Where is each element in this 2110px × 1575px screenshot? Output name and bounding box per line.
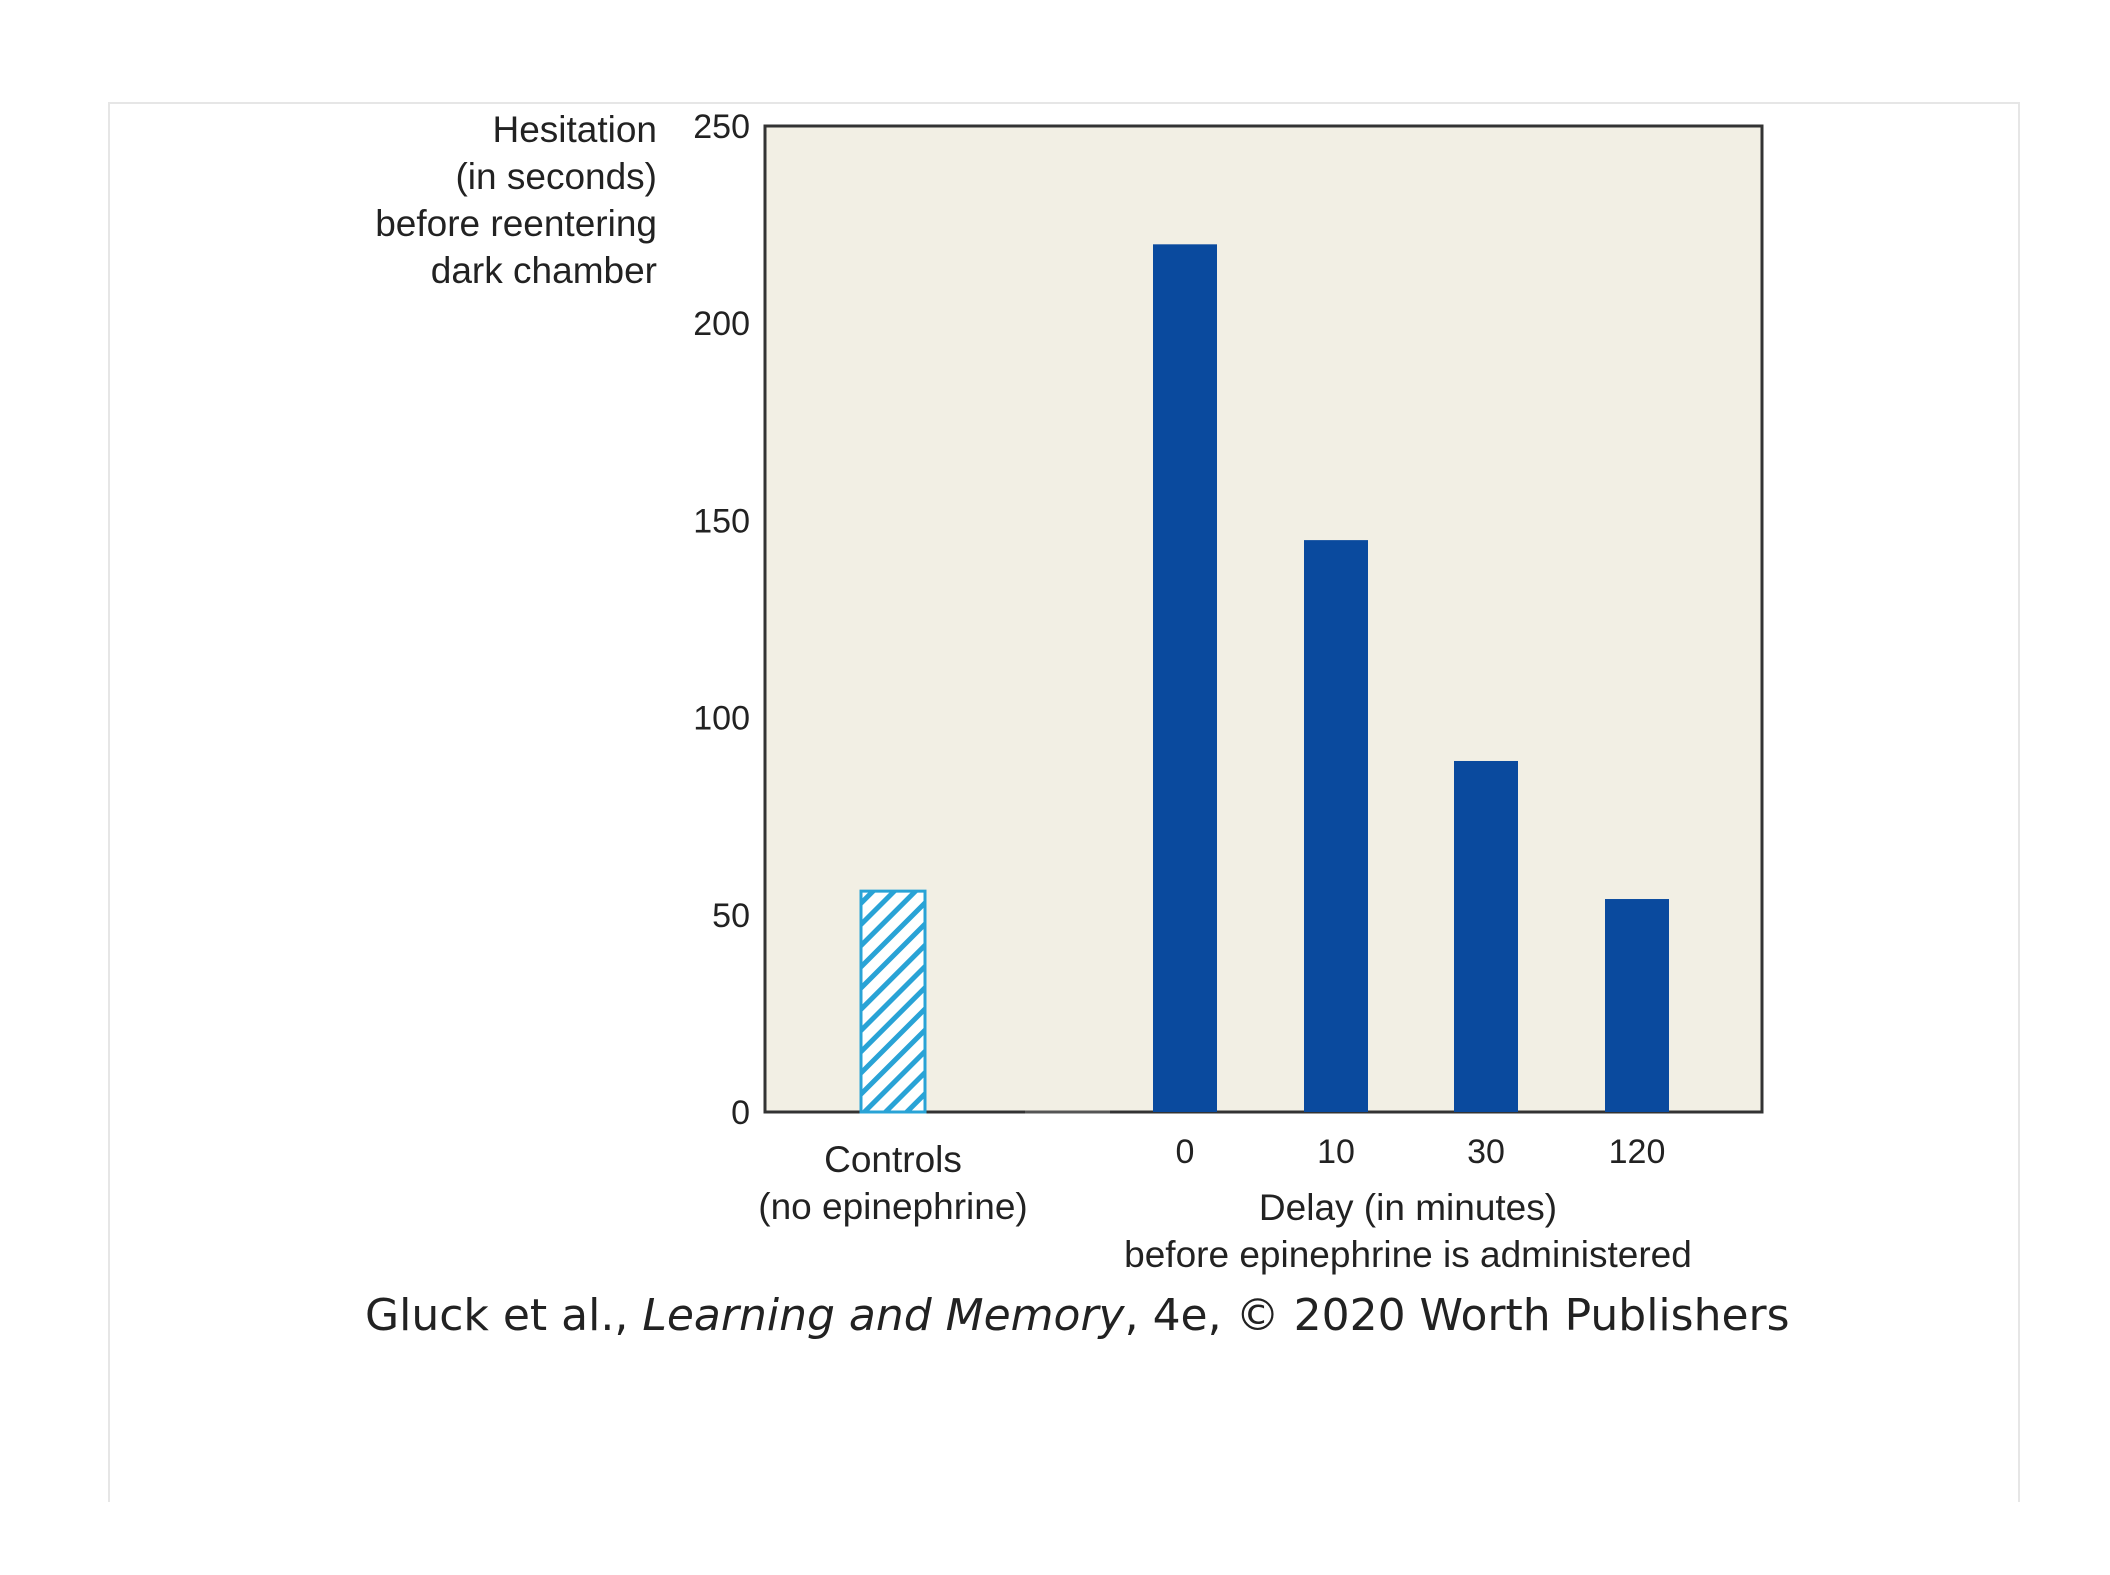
- credit-prefix: Gluck et al.,: [365, 1290, 643, 1341]
- credit-suffix: , 4e, © 2020 Worth Publishers: [1124, 1290, 1790, 1341]
- y-axis-title-line: dark chamber: [430, 250, 657, 291]
- bar: [1304, 540, 1368, 1112]
- y-axis-title-line: Hesitation: [492, 109, 657, 150]
- y-tick-label: 200: [693, 305, 750, 344]
- y-tick-label: 50: [712, 896, 750, 935]
- group-label-line: Delay (in minutes): [1258, 1187, 1558, 1228]
- x-tick-label: 120: [1608, 1133, 1666, 1171]
- x-tick-label: 10: [1317, 1133, 1355, 1171]
- group-label-line: before epinephrine is administered: [1124, 1234, 1692, 1275]
- y-axis-title-line: (in seconds): [455, 156, 657, 197]
- bar: [1153, 244, 1217, 1112]
- group-label-line: Controls: [824, 1139, 962, 1180]
- x-tick-label: 30: [1467, 1133, 1505, 1171]
- bar: [861, 891, 925, 1112]
- y-tick-label: 250: [693, 108, 750, 146]
- figure-credit: [365, 1290, 1790, 1341]
- credit-book-title: Learning and Memory: [642, 1290, 1125, 1341]
- y-axis-title-line: before reentering: [375, 203, 657, 244]
- y-tick-label: 150: [693, 502, 750, 541]
- y-tick-label: 100: [693, 699, 750, 738]
- bar: [1454, 761, 1518, 1112]
- bar: [1605, 899, 1669, 1112]
- group-label-line: (no epinephrine): [758, 1186, 1028, 1227]
- y-tick-label: 0: [731, 1094, 750, 1132]
- x-tick-label: 0: [1175, 1133, 1195, 1171]
